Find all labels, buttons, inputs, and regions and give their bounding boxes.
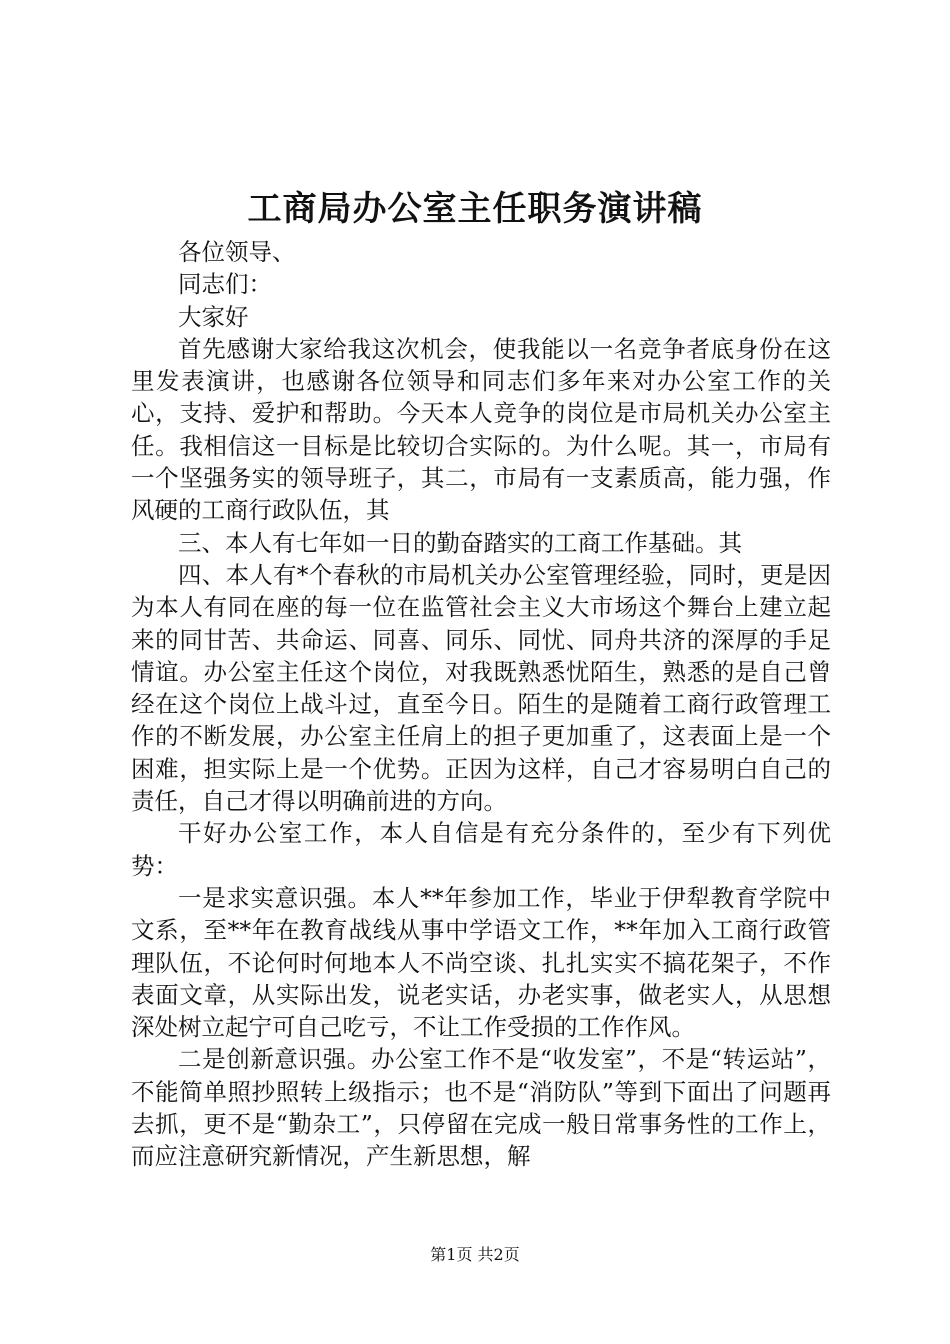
paragraph-fourth-point: 四、本人有*个春秋的市局机关办公室管理经验，同时，更是因为本人有同在座的每一位在监管社会主义大市场这个舞台上建立起来的同甘苦、共命运、同喜、同乐、同忧、同舟共济的深厚的手足情谊。办公室主任这个岗位，对我既熟悉忧陌生，熟悉的是自己曾经在这个岗位上战斗过，直至今日。陌生的是随着工商行政管理工作的不断发展，办公室主任肩上的担子更加重了，这表面上是一个困难，担实际上是一个优势。正因为这样，自己才容易明白自己的责任，自己才得以明确前进的方向。 (131, 560, 831, 816)
document-body (131, 236, 831, 1173)
paragraph-innovation: 二是创新意识强。办公室工作不是“收发室”，不是“转运站”，不能简单照抄照转上级指示；也不是“消防队”等到下面出了问题再去抓，更不是“勤杂工”，只停留在完成一般日常事务性的工作上，而应注意研究新情况，产生新思想，解 (131, 1045, 831, 1171)
document-title: 工商局办公室主任职务演讲稿 (247, 189, 703, 229)
greeting: 大家好 (178, 302, 249, 331)
page-number-footer: 第1页 共2页 (430, 1245, 520, 1264)
salutation-comrades: 同志们： (178, 270, 272, 299)
paragraph-intro: 首先感谢大家给我这次机会，使我能以一名竞争者底身份在这里发表演讲，也感谢各位领导和同志们多年来对办公室工作的关心，支持、爱护和帮助。今天本人竞争的岗位是市局机关办公室主任。我相信这一目标是比较切合实际的。为什么呢。其一，市局有一个坚强务实的领导班子，其二，市局有一支素质高，能力强，作风硬的工商行政队伍，其 (131, 334, 831, 525)
paragraph-practical: 一是求实意识强。本人**年参加工作，毕业于伊犁教育学院中文系，至**年在教育战线从事中学语文工作，**年加入工商行政管理队伍，不论何时何地本人不尚空谈、扎扎实实不搞花架子，不作表面文章，从实际出发，说老实话，办老实事，做老实人，从思想深处树立起宁可自己吃亏，不让工作受损的工作作风。 (131, 883, 831, 1042)
salutation-leaders: 各位领导、 (178, 238, 296, 266)
paragraph-advantages: 干好办公室工作，本人自信是有充分条件的，至少有下列优势： (131, 819, 831, 880)
paragraph-third-point: 三、本人有七年如一日的勤奋踏实的工商工作基础。其 (178, 528, 742, 557)
